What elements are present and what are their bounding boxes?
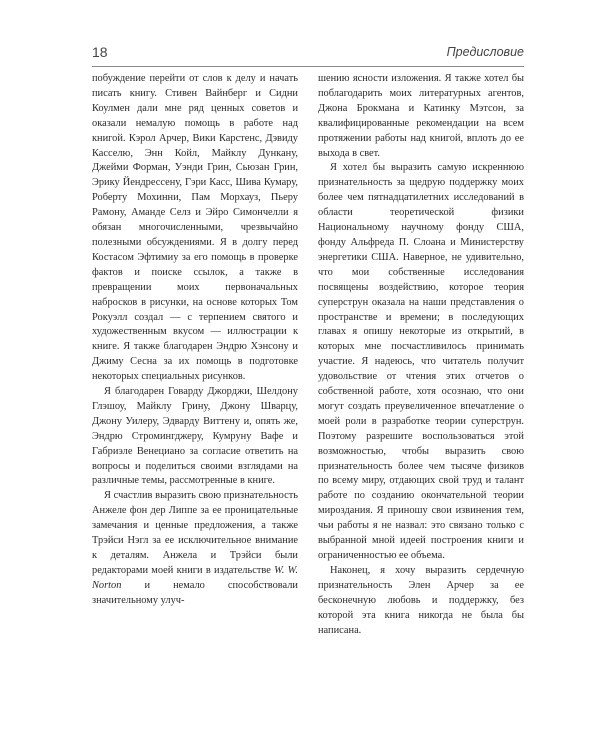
right-column bbox=[318, 72, 524, 638]
page-number: 18 bbox=[92, 44, 108, 60]
running-title: Предисловие bbox=[446, 45, 524, 59]
publisher-name: W. W. Norton bbox=[92, 564, 298, 591]
page-header bbox=[92, 44, 524, 66]
paragraph: Я хотел бы выразить самую искреннюю признательность за щедрую поддержку моих более чем пятнадцатилетних исследований в области теоретической физики Национальному научному фонду США, фонду Альфреда П. Слоана и Министерству энергетики США. Наверное, не удивительно, что мои собственные исследования посвящены воздействию, которое теория суперструн оказала на наши представления о пространстве и времени; в последующих главах я опишу некоторые из открытий, в которых мне посчастливилось принимать участие. Я надеюсь, что читатель получит удовольствие от чтения этих отчетов о собственной работе, хотя осознаю, что они могут создать преувеличенное впечатление о моей роли в разработке теории суперструн. Поэтому разрешите воспользоваться этой возможностью, чтобы выразить свою признательность более чем тысяче физиков по всему миру, отдающих свой труд и талант работе по созданию окончательной теории мироздания. Я приношу свои извинения тем, чьи работы я не назвал: это связано только с выбранной мной идеей построения книги и ограниченностью ее объема. bbox=[318, 162, 524, 561]
header-rule bbox=[92, 66, 524, 67]
paragraph: Я благодарен Говарду Джорджи, Шелдону Глэшоу, Майклу Грину, Джону Шварцу, Джону Уилеру, Эдварду Виттену и, опять же, Эндрю Стромингджеру, Кумруну Вафе и Габриэле Венециано за согласие ответить на вопросы и поделиться своими взглядами на различные темы, рассмотренные в книге. bbox=[92, 386, 298, 487]
paragraph-text: и немало способствовали значительному улуч- bbox=[92, 579, 298, 606]
paragraph: шению ясности изложения. Я также хотел бы поблагодарить моих литературных агентов, Джона Брокмана и Катинку Мэтсон, за квалифицированные рекомендации на всем протяжении работы над книгой, вплоть до ее выхода в свет. bbox=[318, 73, 524, 159]
paragraph: Наконец, я хочу выразить сердечную признательность Элен Арчер за ее бесконечную любовь и поддержку, без которой эта книга никогда не была бы написана. bbox=[318, 564, 524, 636]
paragraph-text: Я счастлив выразить свою признательность Анжеле фон дер Липпе за ее проницательные замечания и ценные предложения, а также Трэйси Нэгл за ее исключительное внимание к деталям. Анжела и Трэйси были редакторами моей книги в издательстве bbox=[92, 490, 298, 576]
paragraph bbox=[92, 489, 298, 608]
paragraph: побуждение перейти от слов к делу и начать писать книгу. Стивен Вайнберг и Сидни Коулмен дали мне ряд ценных советов и оказали немалую помощь в работе над книгой. Кэрол Арчер, Вики Карстенс, Дэвиду Касселю, Энн Койл, Майклу Дункану, Джейми Форман, Уэнди Грин, Сьюзан Грин, Эрику Йендрессену, Гэри Касс, Шива Кумару, Роберту Мохинни, Пам Морхауз, Пьеру Рамону, Аманде Селз и Эйро Симончелли я обязан многочисленными, чрезвычайно полезными обсуждениями. Я в долгу перед Костасом Эфтимиу за его помощь в проверке фактов и поиске ссылок, а также в превращении моих первоначальных набросков в рисунки, на основе которых Том Рокуэлл создал — с терпением святого и художественным вкусом — иллюстрации к книге. Я также благодарен Эндрю Хэнсону и Джиму Сесна за их помощь в подготовке некоторых специальных рисунков. bbox=[92, 73, 298, 383]
left-column bbox=[92, 72, 298, 609]
